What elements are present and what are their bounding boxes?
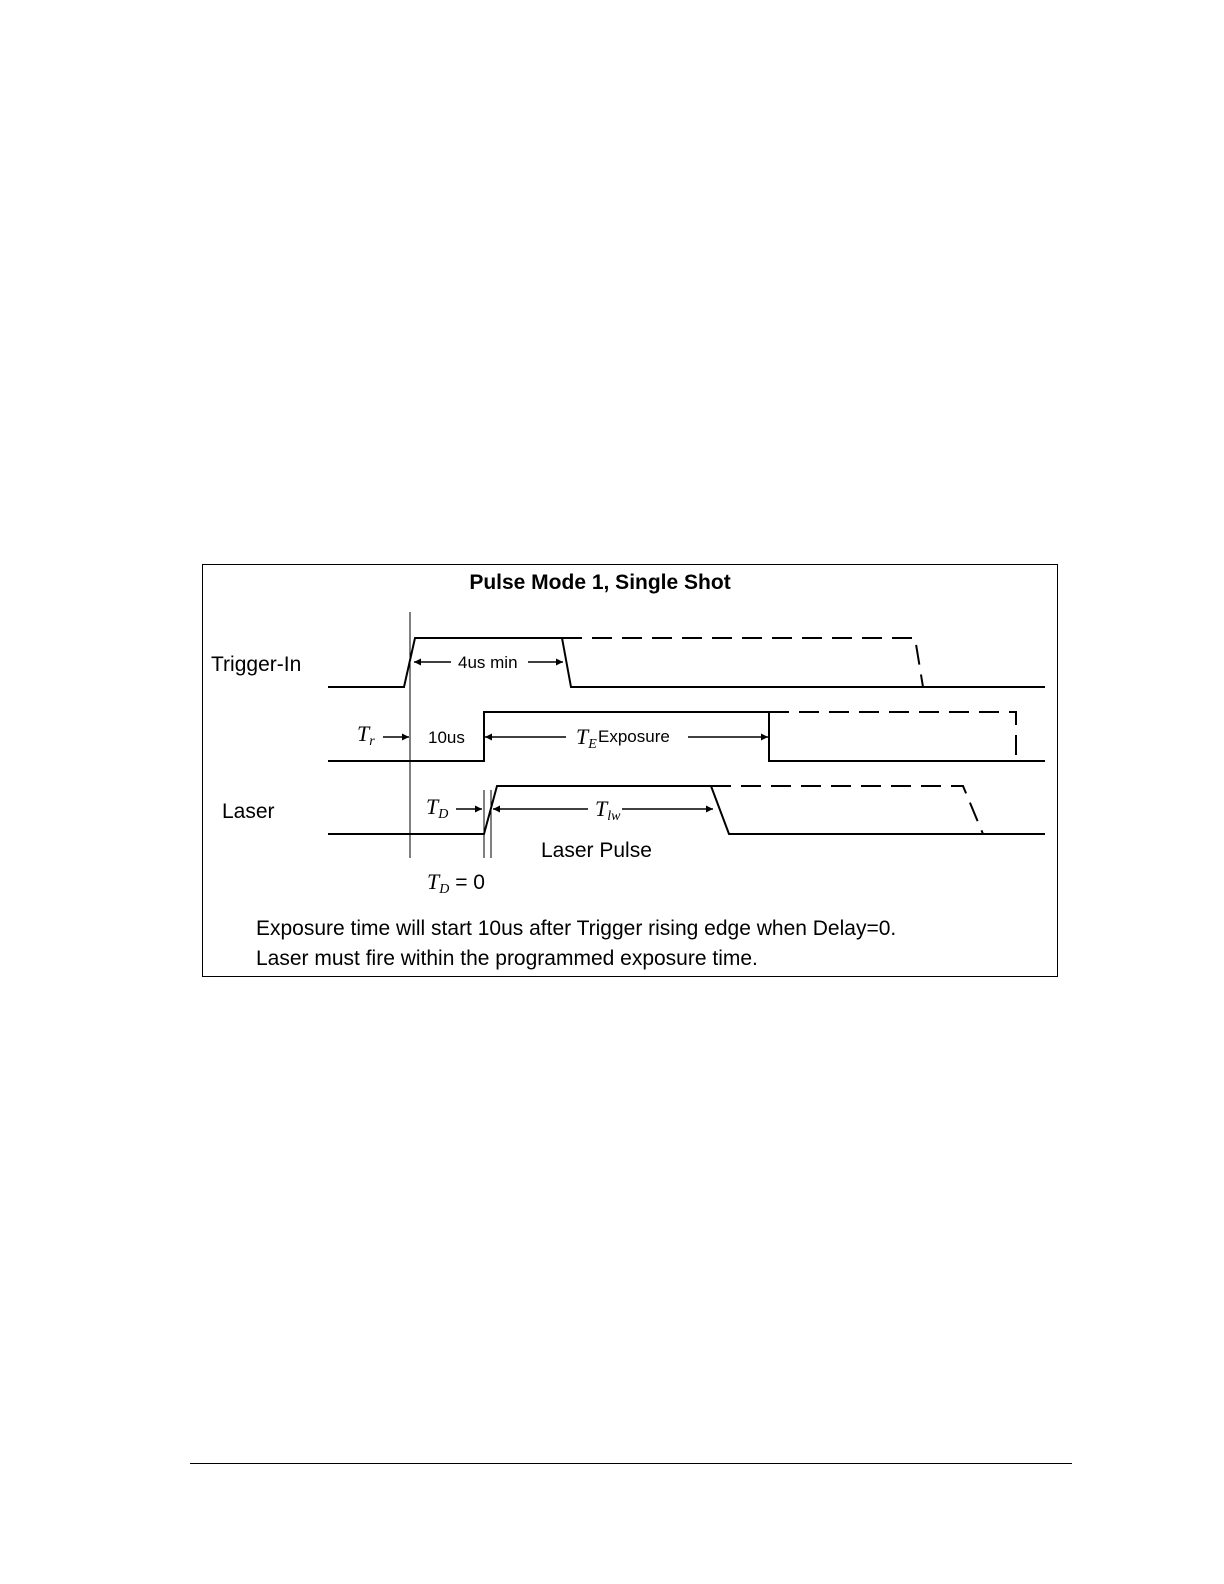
tr-symbol: Tr [357, 721, 375, 749]
td-symbol: TD [426, 794, 449, 822]
delay-10us-label: 10us [428, 728, 465, 747]
tlw-symbol: Tlw [595, 796, 621, 824]
exposure-label: Exposure [598, 727, 670, 746]
laser-pulse-label: Laser Pulse [541, 839, 652, 862]
diagram-title: Pulse Mode 1, Single Shot [469, 571, 731, 594]
te-symbol: TE [576, 724, 597, 752]
footer-rule [190, 1463, 1072, 1464]
td-zero-label: TD = 0 [427, 869, 485, 897]
caption-line-1: Exposure time will start 10us after Trigger rising edge when Delay=0. [256, 917, 897, 940]
laser-label: Laser [222, 800, 275, 823]
min-width-label: 4us min [458, 653, 518, 672]
trigger-in-label: Trigger-In [211, 653, 302, 676]
caption-line-2: Laser must fire within the programmed exposure time. [256, 947, 758, 970]
